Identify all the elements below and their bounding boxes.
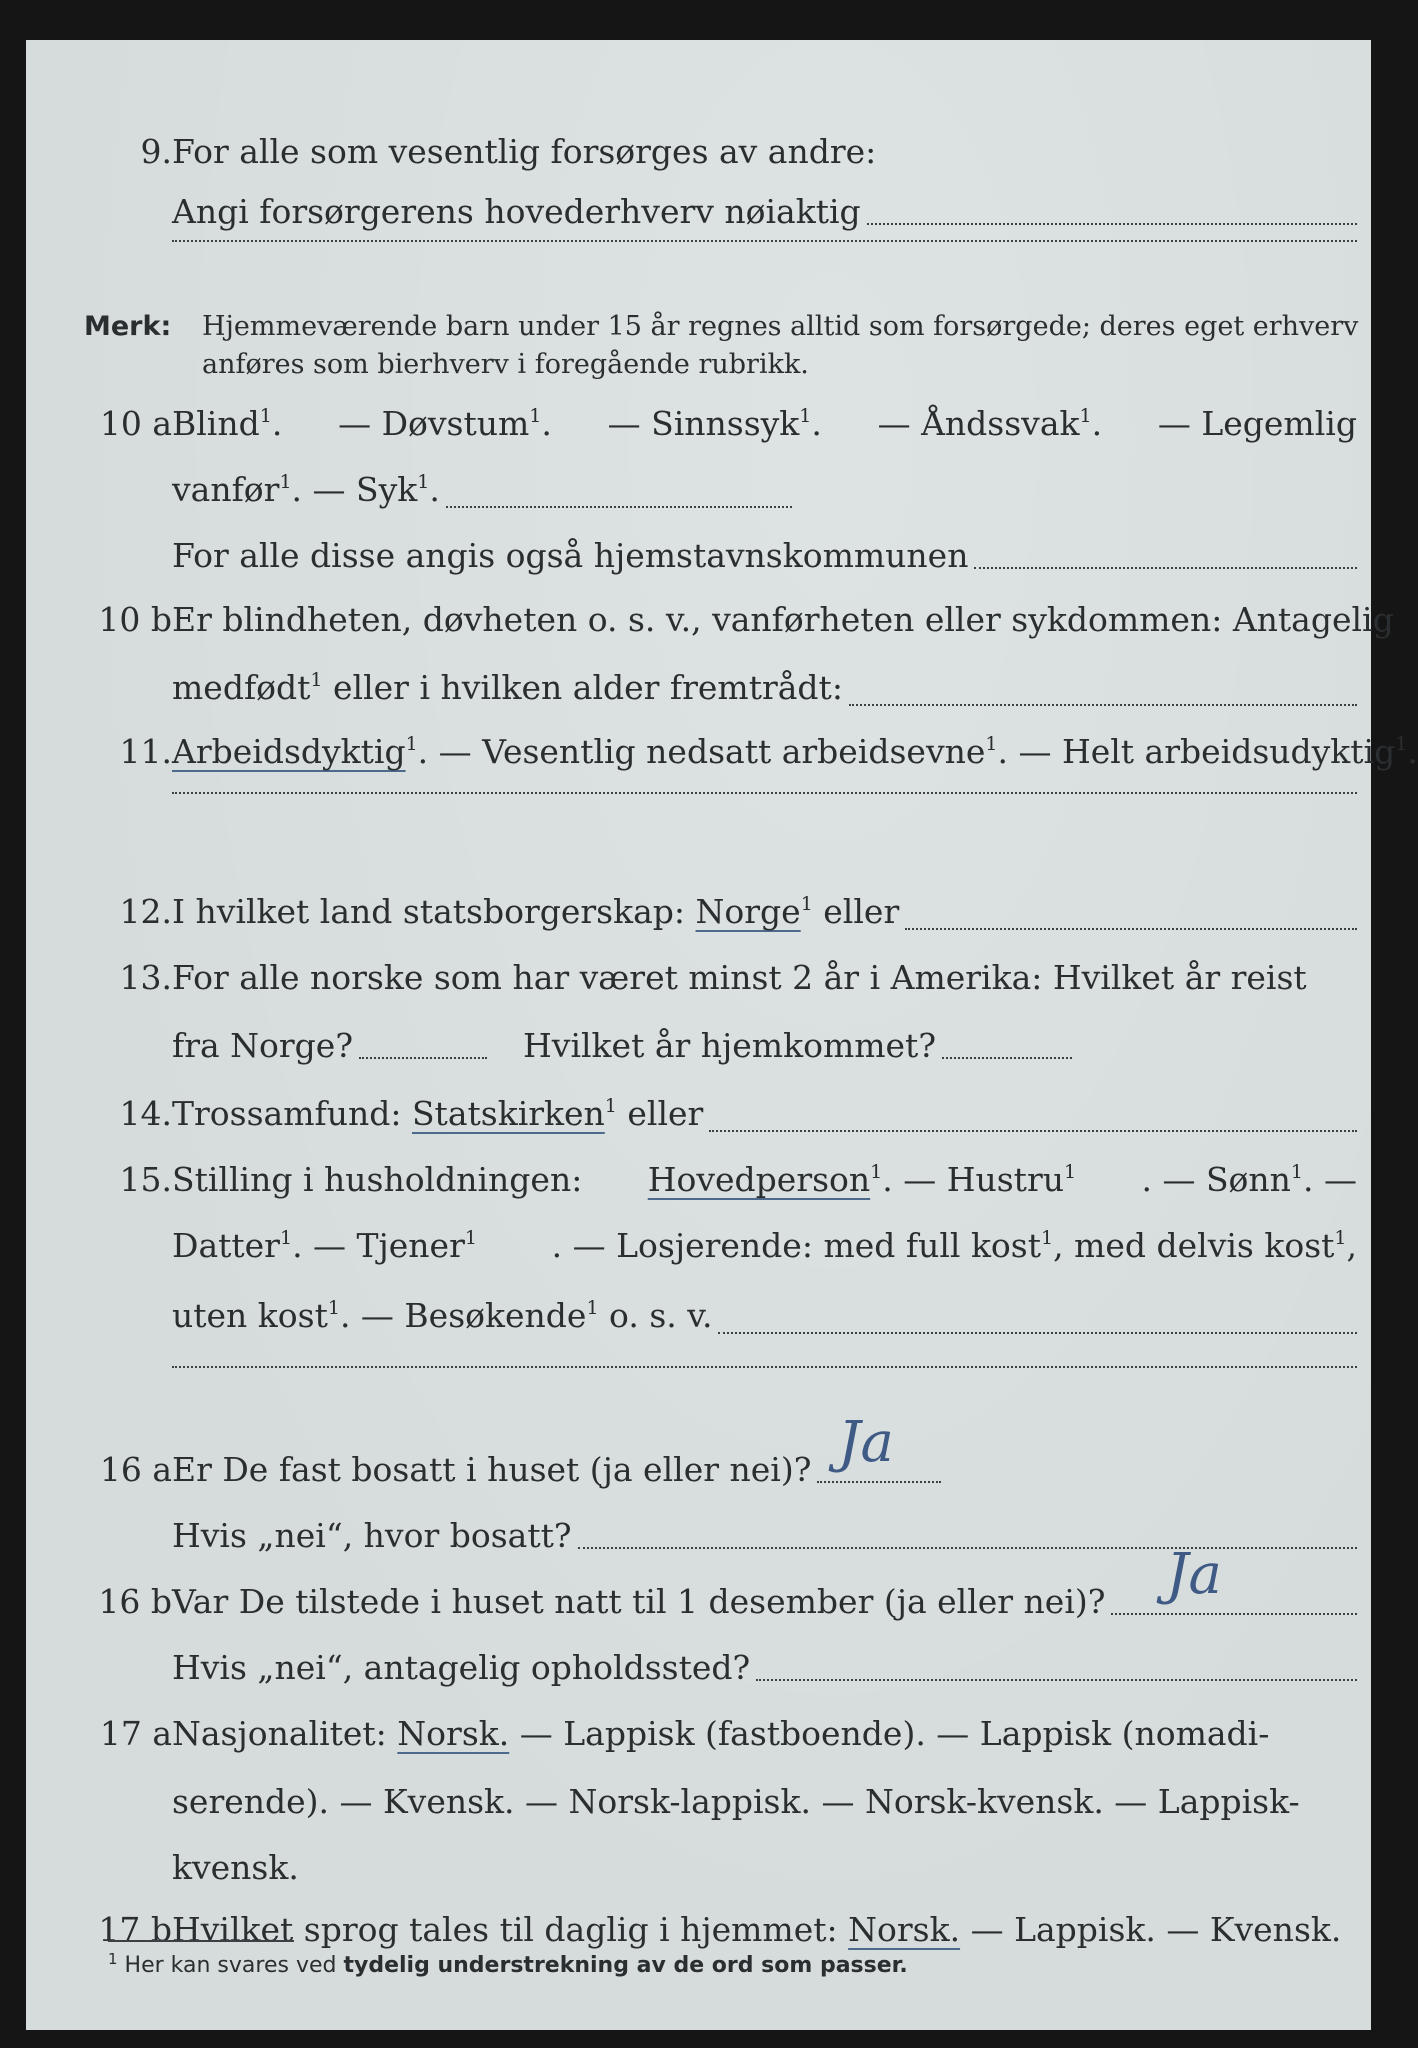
q13-hjemkommet-line[interactable] [942, 1057, 1072, 1059]
q14-statskirken[interactable]: Statskirken [411, 1094, 605, 1133]
q10a-sinnssyk: — Sinnssyk [607, 404, 800, 443]
q16b-handwritten-answer: Ja [1166, 1542, 1222, 1607]
merk-label: Merk: [84, 311, 172, 342]
q17a-number: 17 a [99, 1714, 172, 1753]
footnote-text: Her kan svares ved [124, 1953, 337, 1978]
footnote-bold-text: tydelig understrekning av de ord som passer. [343, 1953, 908, 1978]
q11-answer-line[interactable] [172, 792, 1357, 794]
q12-line: 12. I hvilket land statsborgerskap: Norge 1 eller [26, 890, 1371, 934]
q15-osv: o. s. v. [609, 1296, 713, 1335]
q12-eller: eller [823, 892, 900, 931]
q13-line-1 [26, 956, 1371, 1000]
q12-number: 12. [119, 892, 172, 931]
q16a-bosatt-line[interactable] [578, 1547, 1357, 1549]
q15-answer-line-2[interactable] [172, 1366, 1357, 1368]
q9-answer-line-2[interactable] [172, 240, 1357, 242]
q16b-number: 16 b [98, 1582, 172, 1621]
q10b-line-2: medfødt 1 eller i hvilken alder fremtrådt: [26, 666, 1371, 710]
q11-udyktig[interactable]: . — Helt arbeidsudyktig [997, 732, 1396, 771]
q15-sonn[interactable]: . — Sønn [1141, 1160, 1291, 1199]
q10b-number: 10 b [98, 600, 172, 639]
q17a-options-1[interactable]: — Lappisk (fastboende). — Lappisk (nomadi- [519, 1714, 1270, 1753]
q13-number: 13. [119, 958, 172, 997]
q16b-text-2: Hvis „nei“, antagelig opholdssted? [172, 1648, 751, 1687]
merk-text-2: anføres som bierhverv i foregående rubrikk. [202, 349, 809, 380]
q13-text-1: For alle norske som har været minst 2 år i Amerika: Hvilket år reist [172, 958, 1307, 997]
q10a-line-2: vanfør 1 . — Syk 1 . [26, 468, 1371, 512]
q16a-text-2: Hvis „nei“, hvor bosatt? [172, 1516, 572, 1555]
q15-hustru[interactable]: . — Hustru [882, 1160, 1064, 1199]
q9-line-3 [26, 240, 1371, 284]
q15-delvis-kost[interactable]: , med delvis kost [1053, 1226, 1335, 1265]
q13-reist: fra Norge? [172, 1026, 354, 1065]
q9-number: 9. [140, 132, 172, 171]
q15-datter[interactable]: Datter [172, 1226, 280, 1265]
q13-hjemkommet: Hvilket år hjemkommet? [523, 1026, 937, 1065]
q14-eller: eller [627, 1094, 704, 1133]
q9-line-1 [26, 130, 1371, 174]
q16b-opholdssted-line[interactable] [756, 1679, 1357, 1681]
q11-line-2 [26, 792, 1371, 836]
q15-full-kost[interactable]: . — Losjerende: med full kost [551, 1226, 1041, 1265]
q16b-line-2 [26, 1646, 1371, 1690]
q17a-line-3 [26, 1846, 1371, 1890]
q12-text: I hvilket land statsborgerskap: [172, 892, 686, 931]
q11-arbeidsdyktig[interactable]: Arbeidsdyktig [172, 732, 406, 771]
q12-answer-line[interactable] [905, 928, 1357, 930]
q15-answer-line[interactable] [718, 1332, 1357, 1334]
q10b-text-1: Er blindheten, døvheten o. s. v., vanførheten eller sykdommen: Antagelig [172, 600, 1394, 639]
q15-line-1: 15. Stilling i husholdningen: Hovedperson$^1$. — Hustru$^1$ . — Sønn$^1$. — [26, 1158, 1371, 1202]
q16a-text-1: Er De fast bosatt i huset (ja eller nei)? [172, 1450, 812, 1489]
q13-line-2 [26, 1024, 1371, 1068]
q10a-line-1: 10 a Blind$^1$. — Døvstum$^1$. — Sinnssyk$^1$. — Åndssvak$^1$. — Legemlig [26, 402, 1371, 446]
q14-number: 14. [119, 1094, 172, 1133]
q15-line-4 [26, 1366, 1371, 1410]
q10a-answer-line[interactable] [446, 506, 792, 508]
footnote [108, 1948, 908, 1985]
q10a-syk: — Syk [312, 470, 418, 509]
q15-line-3: uten kost 1 . — Besøkende 1 o. s. v. [26, 1294, 1371, 1338]
q9-answer-line[interactable] [867, 223, 1357, 225]
q14-answer-line[interactable] [709, 1130, 1357, 1132]
q17a-options-2[interactable]: serende). — Kvensk. — Norsk-lappisk. — Norsk-kvensk. — Lappisk- [172, 1782, 1300, 1821]
q16a-answer-line[interactable] [817, 1481, 941, 1483]
q17b-number: 17 b [98, 1910, 172, 1949]
q9-text-1: For alle som vesentlig forsørges av andre: [172, 132, 877, 171]
q17a-line-1 [26, 1712, 1371, 1756]
q16a-line-1 [26, 1448, 1371, 1492]
q16a-number: 16 a [99, 1450, 172, 1489]
q17b-options[interactable]: — Lappisk. — Kvensk. [970, 1910, 1342, 1949]
q9-line-2 [26, 190, 1371, 234]
q15-hovedperson[interactable]: Hovedperson [647, 1160, 871, 1199]
q17a-text: Nasjonalitet: [172, 1714, 387, 1753]
q11-number: 11. [119, 732, 172, 771]
footnote-mark: 1 [108, 1950, 118, 1968]
q10a-line-3 [26, 534, 1371, 578]
census-form-page [26, 40, 1418, 2030]
q10a-andssvak: — Åndssvak [877, 404, 1080, 443]
q15-line-2: Datter$^1$. — Tjener$^1$ . — Losjerende: med full kost$^1$, med delvis kost$^1$, [172, 1226, 1357, 1265]
q14-text: Trossamfund: [172, 1094, 402, 1133]
q16a-handwritten-answer: Ja [838, 1410, 894, 1475]
q15-number: 15. [119, 1160, 172, 1199]
footnote-rule [108, 1940, 294, 1942]
q10a-kommune-line[interactable] [974, 567, 1357, 569]
q10b-answer-line[interactable] [849, 704, 1357, 706]
q17b-norsk[interactable]: Norsk. [848, 1910, 961, 1949]
q13-reist-line[interactable] [359, 1057, 487, 1059]
q10b-medfodt: medfødt [172, 668, 311, 707]
q10a-dovstum: — Døvstum [338, 404, 530, 443]
q11-nedsatt[interactable]: . — Vesentlig nedsatt arbeidsevne [417, 732, 986, 771]
q10b-line-1 [26, 598, 1394, 642]
q17a-options-3[interactable]: kvensk. [172, 1848, 299, 1887]
q17a-line-2 [26, 1780, 1371, 1824]
q9-text-2: Angi forsørgerens hovederhverv nøiaktig [172, 192, 861, 231]
merk-text-1: Hjemmeværende barn under 15 år regnes alltid som forsørgede; deres eget erhverv [202, 311, 1359, 342]
q10a-text-3: For alle disse angis også hjemstavnskommunen [172, 536, 969, 575]
q11-line-1: 11. Arbeidsdyktig 1 . — Vesentlig nedsatt arbeidsevne 1 . — Helt arbeidsudyktig 1 . [26, 730, 1371, 774]
q10a-legemlig: — Legemlig [1157, 404, 1357, 443]
q16b-text-1: Var De tilstede i huset natt til 1 desember (ja eller nei)? [172, 1582, 1106, 1621]
q12-norge[interactable]: Norge [695, 892, 801, 931]
q10a-vanfor: vanfør [172, 470, 280, 509]
q16b-answer-line[interactable] [1111, 1613, 1357, 1615]
q15-tjener[interactable]: . — Tjener [292, 1226, 465, 1265]
q10a-blind: Blind [172, 404, 260, 443]
q10a-number: 10 a [99, 404, 172, 443]
q17b-line [26, 1908, 1371, 1952]
q14-line: 14. Trossamfund: Statskirken 1 eller [26, 1092, 1371, 1136]
q10b-text-2: eller i hvilken alder fremtrådt: [333, 668, 843, 707]
q15-uten-kost[interactable]: uten kost [172, 1296, 328, 1335]
q15-text: Stilling i husholdningen: [172, 1160, 583, 1199]
q17b-text: Hvilket sprog tales til daglig i hjemmet: [172, 1910, 838, 1949]
q15-besokende[interactable]: . — Besøkende [339, 1296, 587, 1335]
q17a-norsk[interactable]: Norsk. [397, 1714, 510, 1753]
